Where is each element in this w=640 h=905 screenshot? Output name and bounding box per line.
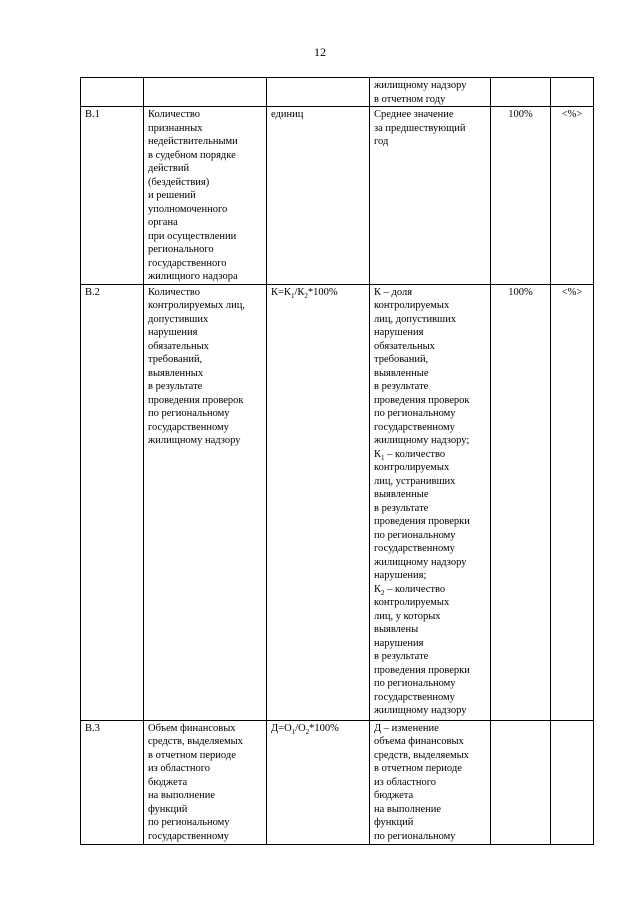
cell-value (491, 78, 551, 107)
description-text: К – доля контролируемых лиц, допустивших нарушения обязательных требований, выявленные в результате проведения проверок по региональному государственному жилищному надзору; К (374, 286, 470, 460)
table-row-b2 (81, 284, 594, 720)
cell-name (144, 78, 267, 107)
cell-code: В.2 (81, 284, 144, 720)
cell-formula (267, 284, 370, 720)
formula-text: /К (294, 286, 305, 298)
cell-name: Количество признанных недействительными в судебном порядке действий (бездействия) и решений уполномоченного органа при осуществлении регионального государственного жилищного надзора (144, 107, 267, 285)
cell-unit: <%> (551, 107, 594, 285)
cell-name: Количество контролируемых лиц, допустивших нарушения обязательных требований, выявленных в результате проведения проверок по региональному государственному жилищному надзору (144, 284, 267, 720)
description-text: – количество контролируемых лиц, у которых выявлены нарушения в результате проведения проверки по региональному государственному жилищному надзору (374, 583, 470, 716)
cell-description: жилищному надзору в отчетном году (370, 78, 491, 107)
cell-description: Среднее значение за предшествующий год (370, 107, 491, 285)
cell-code: В.3 (81, 720, 144, 844)
formula-text: /О (295, 722, 306, 734)
cell-value (491, 720, 551, 844)
cell-description (370, 284, 491, 720)
cell-formula (267, 720, 370, 844)
formula-text: *100% (307, 286, 338, 298)
formula-subscript: 2 (304, 291, 308, 300)
formula-text: *100% (309, 722, 339, 734)
formula-subscript: 2 (305, 727, 310, 736)
cell-code (81, 78, 144, 107)
cell-description: Д – изменение объема финансовых средств, выделяемых в отчетном периоде из областного бюджета на выполнение функций по региональному (370, 720, 491, 844)
page-number: 12 (314, 45, 326, 59)
cell-formula (267, 78, 370, 107)
formula-subscript: 1 (291, 727, 296, 736)
cell-name: Объем финансовых средств, выделяемых в отчетном периоде из областного бюджета на выполнение функций по региональному государственному (144, 720, 267, 844)
formula-text: К=К (271, 286, 291, 298)
cell-unit (551, 720, 594, 844)
cell-code: В.1 (81, 107, 144, 285)
description-subscript: 1 (381, 453, 385, 462)
cell-unit: <%> (551, 284, 594, 720)
description-subscript: 2 (381, 588, 385, 597)
formula-text: Д=О (271, 722, 292, 734)
cell-formula: единиц (267, 107, 370, 285)
cell-unit (551, 78, 594, 107)
table-row-b3 (81, 720, 594, 844)
table-row-continuation (81, 78, 594, 107)
formula-subscript: 1 (290, 291, 295, 300)
indicators-table (80, 77, 594, 845)
table-row-b1 (81, 107, 594, 285)
description-text: – количество контролируемых лиц, устранивших выявленные в результате проведения проверки по региональному государственному жилищному надзору нарушения; К (374, 448, 470, 595)
cell-value: 100% (491, 107, 551, 285)
cell-value: 100% (491, 284, 551, 720)
